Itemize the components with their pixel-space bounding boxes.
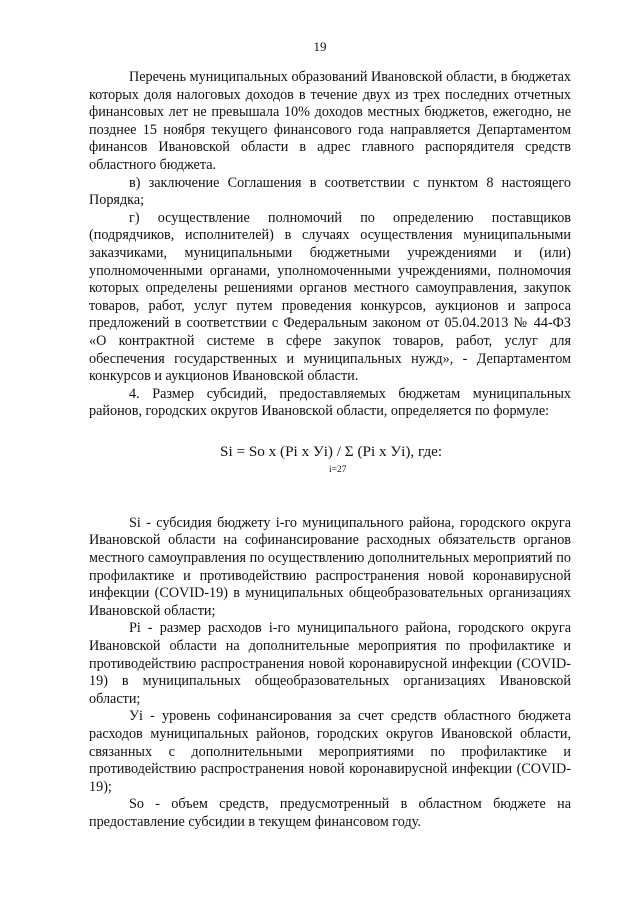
page-number: 19 — [313, 39, 327, 54]
paragraph-municipal-list: Перечень муниципальных образований Ивановской области, в бюджетах которых доля налоговых доходов в течение двух из трех последних отчетных финансовых лет не превышала 10% доходов местных бюджетов, ежегодно, не позднее 15 ноября текущего финансового года направляется Департаментом финансов Ивановской области в адрес главного распорядителя средств областного бюджета. — [89, 69, 571, 173]
definition-pi: Pi - размер расходов i-го муниципального района, городского округа Ивановской области на дополнительные мероприятия по профилактике и противодействию распространения новой коронавирусной инфекции (COVID-19) в муниципальных общеобразовательных организациях Ивановской области; — [89, 620, 571, 707]
definition-so: So - объем средств, предусмотренный в областном бюджете на предоставление субсидии в текущем финансовом году. — [89, 796, 571, 830]
formula-block — [89, 443, 571, 507]
paragraph-subsidy-size: 4. Размер субсидий, предоставляемых бюджетам муниципальных районов, городских округов Ивановской области, определяется по формуле: — [89, 385, 571, 420]
paragraph-item-v: в) заключение Соглашения в соответствии с пунктом 8 настоящего Порядка; — [89, 174, 571, 209]
subsidy-formula: Si = So x (Pi x Уi) / Σ (Pi x Уi), где: — [220, 442, 443, 460]
document-body — [89, 69, 571, 832]
definition-yi: Уi - уровень софинансирования за счет средств областного бюджета расходов муниципальных районов, городских округов Ивановской области, связанных с дополнительными мероприятиями по профилактике и противодействию распространения новой коронавирусной инфекции (COVID-19); — [89, 708, 571, 795]
definition-si: Si - субсидия бюджету i-го муниципального района, городского округа Ивановской области на софинансирование расходных обязательств органов местного самоуправления по осуществлению дополнительных мероприятий по профилактике и противодействию распространения новой коронавирусной инфекции (COVID-19) в муниципальных общеобразовательных организациях Ивановской области; — [89, 514, 571, 619]
formula-sum-subscript: i=27 — [329, 464, 347, 475]
paragraph-item-g: г) осуществление полномочий по определению поставщиков (подрядчиков, исполнителей) в случаях осуществления муниципальными заказчиками, муниципальными бюджетными учреждениями и (или) уполномоченными органами, уполномоченными учреждениями, полномочия которых определены решениями органов местного самоуправления, закупок товаров, работ, услуг путем проведения конкурсов, аукционов и запроса предложений в соответствии с Федеральным законом от 05.04.2013 № 44-ФЗ «О контрактной системе в сфере закупок товаров, работ, услуг для обеспечения государственных и муниципальных нужд», - Департаментом конкурсов и аукционов Ивановской области. — [89, 209, 571, 385]
